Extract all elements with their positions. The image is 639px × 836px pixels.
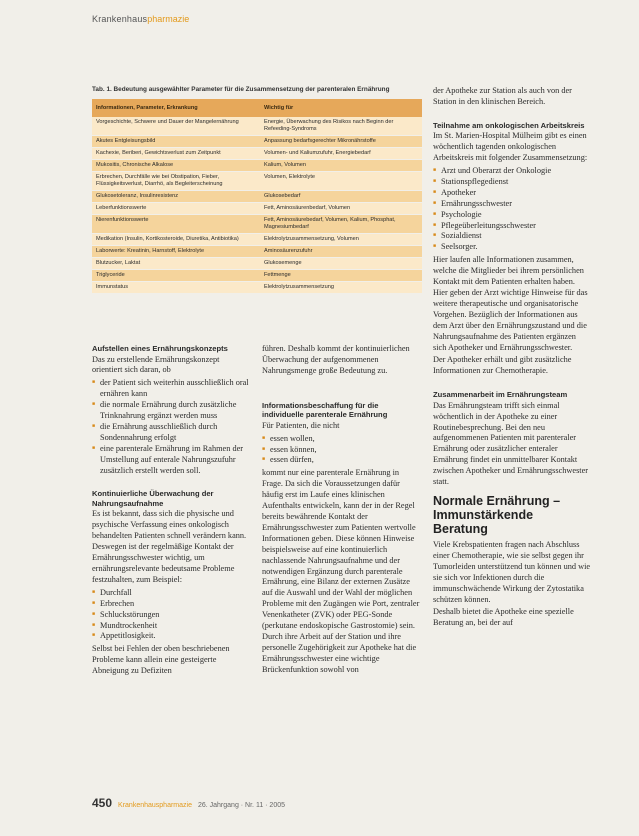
table-cell: Kachexie, Beriberi, Gewichtsverlust zum Zeitpunkt — [92, 148, 260, 160]
parameter-table — [92, 99, 422, 294]
table-row — [92, 234, 422, 246]
list-item: ■ Erbrechen — [92, 599, 251, 610]
table-row — [92, 160, 422, 172]
bullet-list — [433, 166, 591, 253]
bullet-list — [92, 588, 251, 643]
table-row — [92, 117, 422, 136]
header-brand-part-a: Krankenhaus — [92, 14, 148, 24]
table-header-row — [92, 99, 422, 117]
header-brand-part-b: pharmazie — [147, 14, 190, 24]
page-number: 450 — [92, 796, 113, 810]
table-cell: Energie, Überwachung des Risikos nach Beginn der Refeeding-Syndroms — [260, 117, 422, 136]
table-row — [92, 191, 422, 203]
table-cell: Medikation (Insulin, Kortikosteroide, Diuretika, Antibiotika) — [92, 234, 260, 246]
table-caption: Tab. 1. Bedeutung ausgewählter Parameter für die Zusammensetzung der parenteralen Ernährung — [92, 86, 390, 93]
bullet-list — [92, 378, 251, 476]
table-cell: Nierenfunktionswerte — [92, 215, 260, 234]
table-cell: Fettmenge — [260, 270, 422, 282]
table-row — [92, 203, 422, 215]
text-column-left — [92, 344, 251, 679]
list-item: ■ Sozialdienst — [433, 231, 591, 242]
table-cell: Fett, Aminosäurenbedarf, Volumen — [260, 203, 422, 215]
table-header-cell: Wichtig für — [260, 99, 422, 117]
table-row — [92, 136, 422, 148]
paragraph: Es ist bekannt, dass sich die physische und psychische Verfassung eines onkologisch behandelten Patienten schnell verändern kann. Deswegen ist der regelmäßige Kontakt der Ernährungsschwester wichtig, um ernährungsrelevante bedeutsame Probleme festzuhalten, zum Beispiel: — [92, 509, 247, 584]
table-cell: Volumen- und Kaliumzufuhr, Energiebedarf — [260, 148, 422, 160]
paragraph: Viele Krebspatienten fragen nach Abschluss einer Chemotherapie, wie sie selbst gegen ihr Tumorleiden unterstützend tun können und wie sie sich vor Infektionen durch die immunschwächende Wirkung der Zytostatika schützen können. — [433, 540, 591, 604]
list-item: ■ Seelsorger. — [433, 242, 591, 253]
list-item: ■ der Patient sich weiterhin ausschließlich oral ernähren kann — [92, 378, 251, 400]
bullet-list — [262, 434, 422, 467]
table-row — [92, 172, 422, 191]
table-row — [92, 270, 422, 282]
table-cell: Mukositis, Chronische Alkalose — [92, 160, 260, 172]
table-cell: Leberfunktionswerte — [92, 203, 260, 215]
table-cell: Immunstatus — [92, 282, 260, 294]
table-cell: Glukosemenge — [260, 258, 422, 270]
section-heading: Teilnahme am onkologischen Arbeitskreis — [433, 120, 585, 130]
list-item: ■ Psychologie — [433, 210, 591, 221]
table-header-cell: Informationen, Parameter, Erkrankung — [92, 99, 260, 117]
table-cell: Elektrolytzusammensetzung — [260, 282, 422, 294]
page-footer — [92, 796, 285, 810]
paragraph: Das Ernährungsteam trifft sich einmal wöchentlich in der Apotheke zu einer Routinebesprechung. Bei den neu aufgenommenen Patienten mit parenteraler Ernährung oder zusätzlicher enteraler Ernährung findet ein unmittelbarer Kontakt zwischen Apotheker und Ernährungsschwester statt. — [433, 400, 589, 487]
list-item: ■ Apotheker — [433, 188, 591, 199]
table-row — [92, 246, 422, 258]
paragraph: Hier laufen alle Informationen zusammen, welche die Mitglieder bei ihrem persönlichen Kontakt mit dem Patienten erhalten haben. Hier geben der Arzt wichtige Hinweise für das weitere therapeutische und organisatorische Vorgehen. Bezüglich der Informationen aus dem Arzt über den Ernährungszustand und die Nahrungsaufnahme des Patienten ergänzen sich Apotheker und Ernährungsschwester. — [433, 255, 588, 352]
paragraph: Im St. Marien-Hospital Mülheim gibt es einen wöchentlich tagenden onkologischen Arbeitskreis mit folgender Zusammensetzung: — [433, 131, 588, 163]
paragraph: Deshalb bietet die Apotheke eine spezielle Beratung an, bei der auf — [433, 607, 574, 628]
table-cell: Fett, Aminosäurebedarf, Volumen, Kalium, Phosphat, Magnesiumbedarf — [260, 215, 422, 234]
journal-name: Krankenhauspharmazie — [118, 802, 192, 809]
paragraph: Das zu erstellende Ernährungskonzept orientiert sich daran, ob — [92, 354, 220, 375]
table-cell: Elektrolytzusammensetzung, Volumen — [260, 234, 422, 246]
paragraph: Selbst bei Fehlen der oben beschriebenen Probleme kann allein eine gesteigerte Abneigung zu Defiziten — [92, 644, 230, 676]
table-cell: Volumen, Elektrolyte — [260, 172, 422, 191]
table-cell: Glukosetoleranz, Insulinresistenz — [92, 191, 260, 203]
table-cell: Anpassung bedarfsgerechter Mikronährstoffe — [260, 136, 422, 148]
table-row — [92, 215, 422, 234]
table-cell: Akutes Entgleisungsbild — [92, 136, 260, 148]
table-cell: Erbrechen, Durchfälle wie bei Obstipation, Fieber, Flüssigkeitsverlust, Diarrhö, als Begleiterscheinung — [92, 172, 260, 191]
list-item: ■ essen können, — [262, 445, 422, 456]
table-row — [92, 282, 422, 294]
table-cell: Kalium, Volumen — [260, 160, 422, 172]
paragraph: der Apotheke zur Station als auch von der Station in den klinischen Bereich. — [433, 86, 572, 106]
list-item: ■ Ernährungsschwester — [433, 199, 591, 210]
paragraph: Für Patienten, die nicht — [262, 420, 340, 430]
list-item: ■ Mundtrockenheit — [92, 621, 251, 632]
list-item: ■ essen dürfen, — [262, 455, 422, 466]
paragraph: kommt nur eine parenterale Ernährung in Frage. Da sich die Voraussetzungen dafür häufig erst im Laufe eines klinischen Aufenthalts entwickeln, kann der in der Regel bereits bewährende Kontakt der Ernährungsschwester zum Patienten wertvolle Informationen geben. Diese können Hinweise beispielsweise auf eine kontinuierlich nachlassende Nahrungsaufnahme und der notwendigen Ergänzung durch parenterale Ernährung, eine Bilanz der externen Zusätze auf die Auswahl und der Wahl der möglichen Probleme mit den Zugängen wie Port, zentraler Venenkatheter (ZVK) oder PEG-Sonde (perkutane endoskopische Gastrostomie) sein. Durch ihre Arbeit auf der Station und ihre personelle Zugehörigkeit zur Apotheke hat die Ernährungsschwester eine wichtige Brückenfunktion sowohl von — [262, 468, 420, 674]
parameter-table-block — [92, 86, 422, 294]
paragraph: führen. Deshalb kommt der kontinuierlichen Überwachung der aufgenommenen Nahrungsmenge große Bedeutung zu. — [262, 344, 410, 375]
table-cell: Laborwerte: Kreatinin, Harnstoff, Elektrolyte — [92, 246, 260, 258]
table-cell: Aminosäurenzufuhr — [260, 246, 422, 258]
list-item: ■ Appetitlosigkeit. — [92, 631, 251, 642]
main-section-heading: Normale Ernährung – Immunstärkende Beratung — [433, 494, 561, 536]
table-cell: Vorgeschichte, Schwere und Dauer der Mangelernährung — [92, 117, 260, 136]
list-item: ■ Stationspflegedienst — [433, 177, 591, 188]
list-item: ■ die Ernährung ausschließlich durch Sondennahrung erfolgt — [92, 422, 251, 444]
section-heading: Zusammenarbeit im Ernährungsteam — [433, 390, 568, 400]
list-item: ■ essen wollen, — [262, 434, 422, 445]
table-cell: Triglyceride — [92, 270, 260, 282]
running-header — [92, 14, 189, 24]
table-cell: Glukosebedarf — [260, 191, 422, 203]
list-item: ■ Schluckstörungen — [92, 610, 251, 621]
section-heading: Informationsbeschaffung für die individuelle parenterale Ernährung — [262, 400, 388, 420]
section-heading: Kontinuierliche Überwachung der Nahrungsaufnahme — [92, 489, 214, 508]
table-body — [92, 117, 422, 294]
text-column-middle — [262, 344, 422, 678]
list-item: ■ eine parenterale Ernährung im Rahmen der Umstellung auf enterale Nahrungszufuhr zusätzlich erstellt werden soll. — [92, 444, 251, 477]
section-heading: Aufstellen eines Ernährungskonzepts — [92, 344, 228, 353]
table-cell: Blutzucker, Laktat — [92, 258, 260, 270]
table-row — [92, 258, 422, 270]
list-item: ■ Durchfall — [92, 588, 251, 599]
paragraph: Der Apotheker erhält und gibt zusätzliche Informationen zur Chemotherapie. — [433, 355, 572, 376]
list-item: ■ Pflegeüberleitungsschwester — [433, 221, 591, 232]
text-column-right — [433, 86, 591, 631]
journal-issue: 26. Jahrgang · Nr. 11 · 2005 — [197, 802, 286, 809]
list-item: ■ die normale Ernährung durch zusätzliche Trinknahrung ergänzt werden muss — [92, 400, 251, 422]
table-row — [92, 148, 422, 160]
list-item: ■ Arzt und Oberarzt der Onkologie — [433, 166, 591, 177]
